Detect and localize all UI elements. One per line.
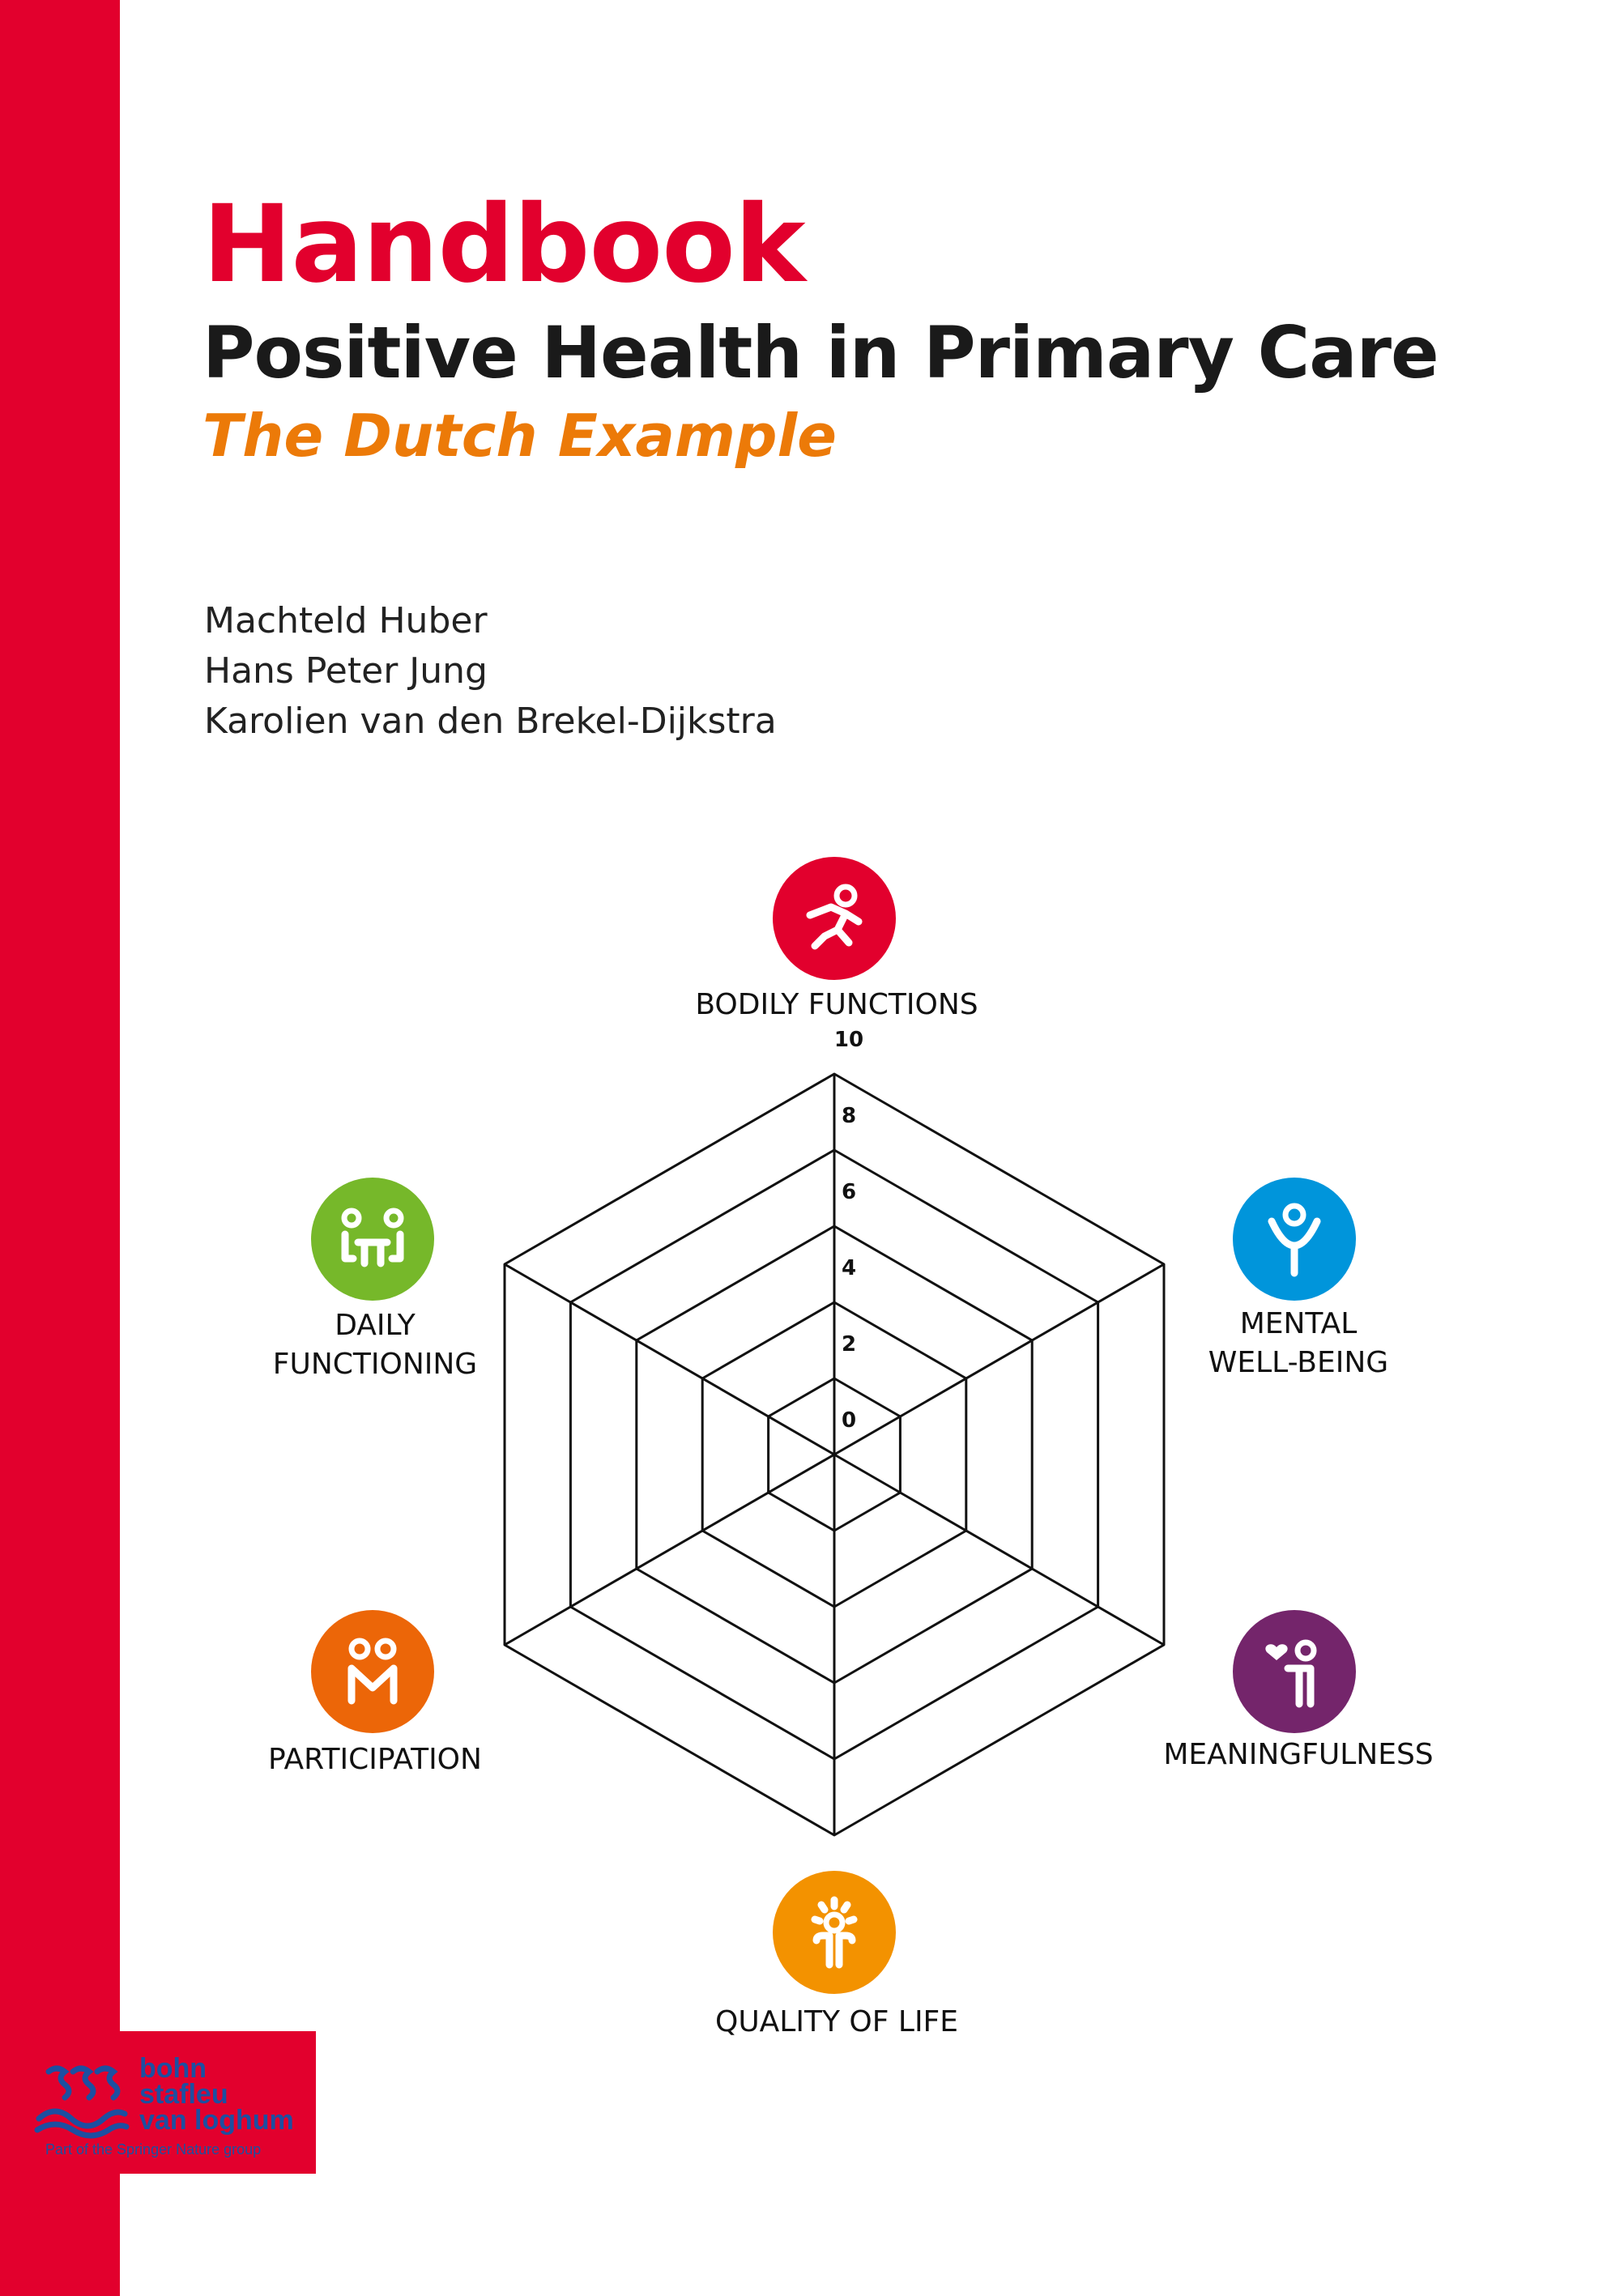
dimension-meaningfulness [1163, 1610, 1433, 1771]
dimension-badge [311, 1610, 434, 1733]
author-name: Hans Peter Jung [204, 650, 488, 692]
author-name: Karolien van den Brekel-Dijkstra [204, 701, 777, 742]
dimension-quality-of-life [715, 1871, 958, 2038]
publisher-name-line: van loghum [139, 2105, 294, 2136]
hexagon-grid [505, 1074, 1164, 1835]
dimension-label: PARTICIPATION [268, 1743, 482, 1776]
publisher-name-line: stafleu [139, 2079, 228, 2110]
publisher-name [139, 2053, 294, 2136]
axis-spoke [834, 1264, 1164, 1455]
book-subtitle: Positive Health in Primary Care [202, 311, 1439, 394]
scale-label: 4 [841, 1256, 857, 1280]
axis-spoke [505, 1264, 834, 1455]
dimension-label: WELL-BEING [1208, 1346, 1389, 1379]
dimension-bodily-functions [695, 857, 978, 1021]
axis-spoke [834, 1455, 1164, 1645]
scale-label: 2 [841, 1332, 857, 1357]
dimension-badge [1233, 1178, 1356, 1301]
dimension-label: DAILY [335, 1309, 416, 1342]
dimension-label: QUALITY OF LIFE [714, 2005, 959, 2038]
scale-label: 0 [841, 1408, 857, 1433]
bsl-wave-logo-icon [34, 2059, 131, 2140]
dimension-label: BODILY FUNCTIONS [695, 988, 978, 1021]
author-name: Machteld Huber [204, 600, 488, 641]
dimension-participation [268, 1610, 482, 1776]
dimension-label: FUNCTIONING [272, 1348, 478, 1381]
dimension-daily-functioning [273, 1178, 477, 1381]
axis-spoke [505, 1455, 834, 1645]
book-tagline: The Dutch Example [202, 402, 837, 470]
scale-label: 8 [841, 1104, 857, 1128]
publisher-logo-block [0, 2031, 316, 2174]
dimension-label: MEANINGFULNESS [1163, 1738, 1434, 1771]
scale-label: 10 [833, 1028, 864, 1052]
publisher-tagline: Part of the Springer Nature group [45, 2141, 262, 2158]
dimension-badge [773, 857, 896, 980]
publisher-name-line: bohn [139, 2053, 207, 2084]
dimension-label: MENTAL [1239, 1307, 1358, 1340]
scale-label: 6 [841, 1180, 857, 1204]
book-title: Handbook [202, 182, 805, 307]
dimension-mental-wellbeing [1208, 1178, 1388, 1379]
